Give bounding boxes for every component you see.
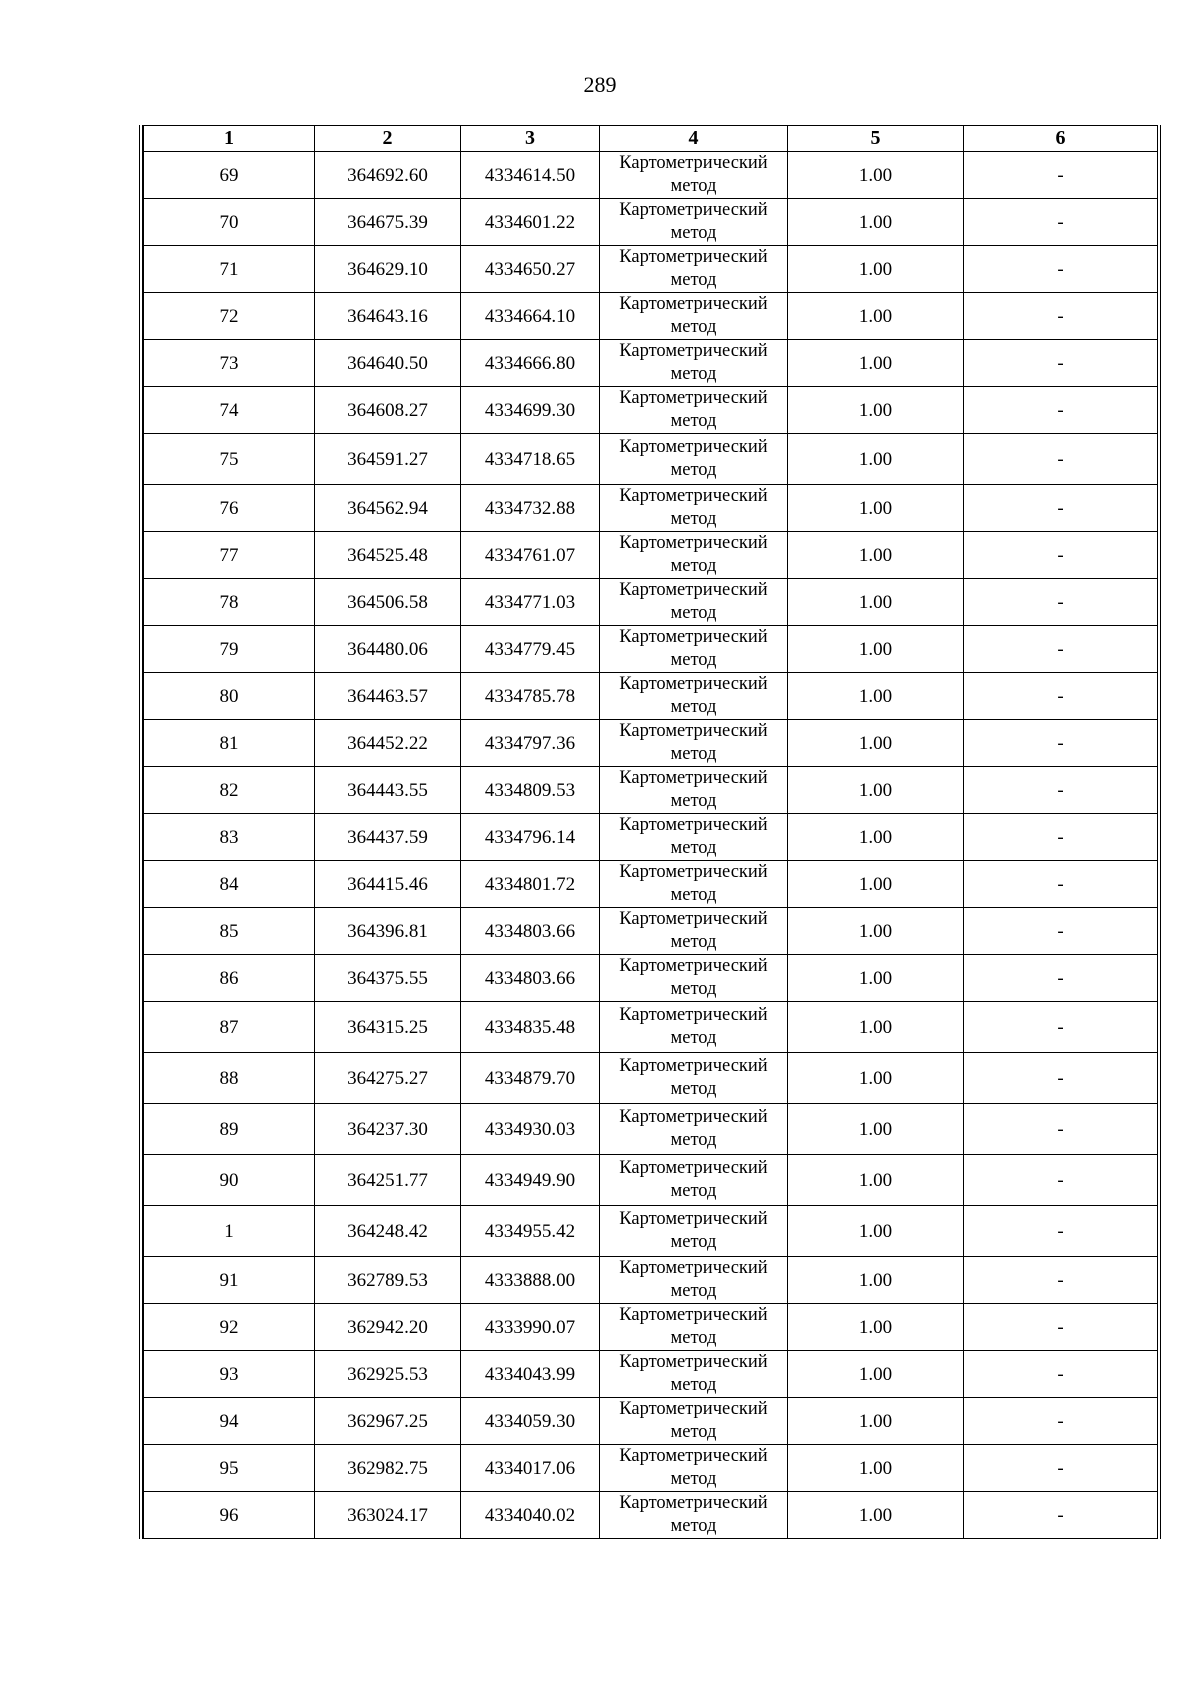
- accuracy-cell: 1.00: [788, 673, 964, 720]
- column-header: 4: [600, 126, 788, 152]
- y-coordinate-cell: 4334796.14: [461, 814, 600, 861]
- table-row: [144, 199, 1158, 246]
- point-number-cell: 94: [144, 1398, 315, 1445]
- note-cell: -: [964, 1104, 1158, 1155]
- x-coordinate-cell: 364396.81: [315, 908, 461, 955]
- x-coordinate-cell: 364643.16: [315, 293, 461, 340]
- coordinates-table-container: [139, 125, 1161, 1539]
- note-cell: -: [964, 1002, 1158, 1053]
- point-number-cell: 82: [144, 767, 315, 814]
- method-cell: Картометрический метод: [600, 1257, 788, 1304]
- x-coordinate-cell: 364375.55: [315, 955, 461, 1002]
- point-number-cell: 95: [144, 1445, 315, 1492]
- table-row: [144, 908, 1158, 955]
- y-coordinate-cell: 4334835.48: [461, 1002, 600, 1053]
- method-cell: Картометрический метод: [600, 1304, 788, 1351]
- point-number-cell: 88: [144, 1053, 315, 1104]
- y-coordinate-cell: 4334930.03: [461, 1104, 600, 1155]
- point-number-cell: 77: [144, 532, 315, 579]
- point-number-cell: 81: [144, 720, 315, 767]
- y-coordinate-cell: 4334059.30: [461, 1398, 600, 1445]
- point-number-cell: 83: [144, 814, 315, 861]
- accuracy-cell: 1.00: [788, 1257, 964, 1304]
- method-cell: Картометрический метод: [600, 1492, 788, 1539]
- accuracy-cell: 1.00: [788, 579, 964, 626]
- note-cell: -: [964, 1257, 1158, 1304]
- table-row: [144, 152, 1158, 199]
- note-cell: -: [964, 579, 1158, 626]
- note-cell: -: [964, 246, 1158, 293]
- accuracy-cell: 1.00: [788, 1053, 964, 1104]
- table-row: [144, 626, 1158, 673]
- method-cell: Картометрический метод: [600, 908, 788, 955]
- y-coordinate-cell: 4334699.30: [461, 387, 600, 434]
- accuracy-cell: 1.00: [788, 908, 964, 955]
- table-row: [144, 955, 1158, 1002]
- accuracy-cell: 1.00: [788, 814, 964, 861]
- coordinates-table: [143, 125, 1158, 1539]
- note-cell: -: [964, 1155, 1158, 1206]
- y-coordinate-cell: 4334803.66: [461, 908, 600, 955]
- note-cell: -: [964, 1351, 1158, 1398]
- method-cell: Картометрический метод: [600, 579, 788, 626]
- note-cell: -: [964, 673, 1158, 720]
- x-coordinate-cell: 364480.06: [315, 626, 461, 673]
- method-cell: Картометрический метод: [600, 246, 788, 293]
- method-cell: Картометрический метод: [600, 152, 788, 199]
- point-number-cell: 72: [144, 293, 315, 340]
- point-number-cell: 91: [144, 1257, 315, 1304]
- point-number-cell: 85: [144, 908, 315, 955]
- table-row: [144, 1398, 1158, 1445]
- note-cell: -: [964, 955, 1158, 1002]
- note-cell: -: [964, 1398, 1158, 1445]
- note-cell: -: [964, 387, 1158, 434]
- y-coordinate-cell: 4334614.50: [461, 152, 600, 199]
- method-cell: Картометрический метод: [600, 387, 788, 434]
- method-cell: Картометрический метод: [600, 199, 788, 246]
- y-coordinate-cell: 4333990.07: [461, 1304, 600, 1351]
- point-number-cell: 96: [144, 1492, 315, 1539]
- method-cell: Картометрический метод: [600, 955, 788, 1002]
- method-cell: Картометрический метод: [600, 861, 788, 908]
- y-coordinate-cell: 4334801.72: [461, 861, 600, 908]
- note-cell: -: [964, 767, 1158, 814]
- table-row: [144, 579, 1158, 626]
- x-coordinate-cell: 364315.25: [315, 1002, 461, 1053]
- point-number-cell: 79: [144, 626, 315, 673]
- x-coordinate-cell: 363024.17: [315, 1492, 461, 1539]
- method-cell: Картометрический метод: [600, 532, 788, 579]
- accuracy-cell: 1.00: [788, 861, 964, 908]
- method-cell: Картометрический метод: [600, 767, 788, 814]
- accuracy-cell: 1.00: [788, 152, 964, 199]
- note-cell: -: [964, 1304, 1158, 1351]
- y-coordinate-cell: 4334761.07: [461, 532, 600, 579]
- x-coordinate-cell: 364608.27: [315, 387, 461, 434]
- x-coordinate-cell: 364452.22: [315, 720, 461, 767]
- accuracy-cell: 1.00: [788, 532, 964, 579]
- method-cell: Картометрический метод: [600, 1155, 788, 1206]
- column-header: 3: [461, 126, 600, 152]
- point-number-cell: 70: [144, 199, 315, 246]
- x-coordinate-cell: 364437.59: [315, 814, 461, 861]
- x-coordinate-cell: 364675.39: [315, 199, 461, 246]
- y-coordinate-cell: 4334718.65: [461, 434, 600, 485]
- table-row: [144, 1206, 1158, 1257]
- method-cell: Картометрический метод: [600, 434, 788, 485]
- column-header: 5: [788, 126, 964, 152]
- accuracy-cell: 1.00: [788, 434, 964, 485]
- note-cell: -: [964, 1053, 1158, 1104]
- y-coordinate-cell: 4334949.90: [461, 1155, 600, 1206]
- table-row: [144, 861, 1158, 908]
- point-number-cell: 1: [144, 1206, 315, 1257]
- y-coordinate-cell: 4334803.66: [461, 955, 600, 1002]
- point-number-cell: 90: [144, 1155, 315, 1206]
- y-coordinate-cell: 4334797.36: [461, 720, 600, 767]
- accuracy-cell: 1.00: [788, 1398, 964, 1445]
- note-cell: -: [964, 199, 1158, 246]
- column-header: 1: [144, 126, 315, 152]
- accuracy-cell: 1.00: [788, 485, 964, 532]
- table-row: [144, 532, 1158, 579]
- table-row: [144, 485, 1158, 532]
- point-number-cell: 84: [144, 861, 315, 908]
- x-coordinate-cell: 364692.60: [315, 152, 461, 199]
- x-coordinate-cell: 362942.20: [315, 1304, 461, 1351]
- note-cell: -: [964, 1206, 1158, 1257]
- note-cell: -: [964, 532, 1158, 579]
- table-row: [144, 767, 1158, 814]
- note-cell: -: [964, 908, 1158, 955]
- y-coordinate-cell: 4334666.80: [461, 340, 600, 387]
- accuracy-cell: 1.00: [788, 1104, 964, 1155]
- note-cell: -: [964, 485, 1158, 532]
- point-number-cell: 76: [144, 485, 315, 532]
- table-row: [144, 434, 1158, 485]
- point-number-cell: 74: [144, 387, 315, 434]
- accuracy-cell: 1.00: [788, 1155, 964, 1206]
- method-cell: Картометрический метод: [600, 485, 788, 532]
- point-number-cell: 69: [144, 152, 315, 199]
- x-coordinate-cell: 364275.27: [315, 1053, 461, 1104]
- accuracy-cell: 1.00: [788, 1002, 964, 1053]
- table-row: [144, 814, 1158, 861]
- accuracy-cell: 1.00: [788, 199, 964, 246]
- point-number-cell: 80: [144, 673, 315, 720]
- method-cell: Картометрический метод: [600, 1053, 788, 1104]
- accuracy-cell: 1.00: [788, 1351, 964, 1398]
- accuracy-cell: 1.00: [788, 720, 964, 767]
- table-row: [144, 1257, 1158, 1304]
- method-cell: Картометрический метод: [600, 814, 788, 861]
- table-header-row: [144, 126, 1158, 152]
- accuracy-cell: 1.00: [788, 1445, 964, 1492]
- method-cell: Картометрический метод: [600, 626, 788, 673]
- x-coordinate-cell: 362967.25: [315, 1398, 461, 1445]
- x-coordinate-cell: 362789.53: [315, 1257, 461, 1304]
- point-number-cell: 92: [144, 1304, 315, 1351]
- note-cell: -: [964, 340, 1158, 387]
- y-coordinate-cell: 4334955.42: [461, 1206, 600, 1257]
- note-cell: -: [964, 293, 1158, 340]
- point-number-cell: 73: [144, 340, 315, 387]
- x-coordinate-cell: 364251.77: [315, 1155, 461, 1206]
- method-cell: Картометрический метод: [600, 1104, 788, 1155]
- point-number-cell: 86: [144, 955, 315, 1002]
- x-coordinate-cell: 364591.27: [315, 434, 461, 485]
- table-row: [144, 1002, 1158, 1053]
- point-number-cell: 71: [144, 246, 315, 293]
- table-row: [144, 673, 1158, 720]
- y-coordinate-cell: 4334017.06: [461, 1445, 600, 1492]
- table-row: [144, 1053, 1158, 1104]
- accuracy-cell: 1.00: [788, 767, 964, 814]
- x-coordinate-cell: 364415.46: [315, 861, 461, 908]
- table-row: [144, 1351, 1158, 1398]
- method-cell: Картометрический метод: [600, 720, 788, 767]
- note-cell: -: [964, 861, 1158, 908]
- point-number-cell: 93: [144, 1351, 315, 1398]
- table-row: [144, 293, 1158, 340]
- method-cell: Картометрический метод: [600, 1002, 788, 1053]
- x-coordinate-cell: 364525.48: [315, 532, 461, 579]
- point-number-cell: 89: [144, 1104, 315, 1155]
- point-number-cell: 75: [144, 434, 315, 485]
- accuracy-cell: 1.00: [788, 293, 964, 340]
- note-cell: -: [964, 720, 1158, 767]
- table-row: [144, 1304, 1158, 1351]
- table-row: [144, 387, 1158, 434]
- y-coordinate-cell: 4333888.00: [461, 1257, 600, 1304]
- y-coordinate-cell: 4334040.02: [461, 1492, 600, 1539]
- y-coordinate-cell: 4334785.78: [461, 673, 600, 720]
- x-coordinate-cell: 364506.58: [315, 579, 461, 626]
- method-cell: Картометрический метод: [600, 673, 788, 720]
- y-coordinate-cell: 4334779.45: [461, 626, 600, 673]
- accuracy-cell: 1.00: [788, 955, 964, 1002]
- note-cell: -: [964, 434, 1158, 485]
- accuracy-cell: 1.00: [788, 1206, 964, 1257]
- y-coordinate-cell: 4334732.88: [461, 485, 600, 532]
- table-row: [144, 720, 1158, 767]
- page-number: 289: [583, 72, 617, 97]
- y-coordinate-cell: 4334664.10: [461, 293, 600, 340]
- method-cell: Картометрический метод: [600, 1445, 788, 1492]
- point-number-cell: 87: [144, 1002, 315, 1053]
- column-header: 2: [315, 126, 461, 152]
- x-coordinate-cell: 364248.42: [315, 1206, 461, 1257]
- y-coordinate-cell: 4334650.27: [461, 246, 600, 293]
- x-coordinate-cell: 364463.57: [315, 673, 461, 720]
- table-row: [144, 1445, 1158, 1492]
- y-coordinate-cell: 4334771.03: [461, 579, 600, 626]
- table-row: [144, 246, 1158, 293]
- note-cell: -: [964, 1492, 1158, 1539]
- x-coordinate-cell: 364562.94: [315, 485, 461, 532]
- x-coordinate-cell: 364237.30: [315, 1104, 461, 1155]
- accuracy-cell: 1.00: [788, 246, 964, 293]
- method-cell: Картометрический метод: [600, 340, 788, 387]
- note-cell: -: [964, 814, 1158, 861]
- x-coordinate-cell: 364640.50: [315, 340, 461, 387]
- point-number-cell: 78: [144, 579, 315, 626]
- method-cell: Картометрический метод: [600, 1351, 788, 1398]
- accuracy-cell: 1.00: [788, 1304, 964, 1351]
- table-row: [144, 340, 1158, 387]
- x-coordinate-cell: 362982.75: [315, 1445, 461, 1492]
- x-coordinate-cell: 362925.53: [315, 1351, 461, 1398]
- y-coordinate-cell: 4334601.22: [461, 199, 600, 246]
- table-body: [144, 152, 1158, 1539]
- x-coordinate-cell: 364443.55: [315, 767, 461, 814]
- method-cell: Картометрический метод: [600, 1398, 788, 1445]
- method-cell: Картометрический метод: [600, 1206, 788, 1257]
- y-coordinate-cell: 4334879.70: [461, 1053, 600, 1104]
- table-row: [144, 1155, 1158, 1206]
- table-row: [144, 1104, 1158, 1155]
- method-cell: Картометрический метод: [600, 293, 788, 340]
- accuracy-cell: 1.00: [788, 626, 964, 673]
- y-coordinate-cell: 4334809.53: [461, 767, 600, 814]
- x-coordinate-cell: 364629.10: [315, 246, 461, 293]
- column-header: 6: [964, 126, 1158, 152]
- accuracy-cell: 1.00: [788, 1492, 964, 1539]
- note-cell: -: [964, 1445, 1158, 1492]
- y-coordinate-cell: 4334043.99: [461, 1351, 600, 1398]
- accuracy-cell: 1.00: [788, 387, 964, 434]
- table-row: [144, 1492, 1158, 1539]
- accuracy-cell: 1.00: [788, 340, 964, 387]
- note-cell: -: [964, 626, 1158, 673]
- note-cell: -: [964, 152, 1158, 199]
